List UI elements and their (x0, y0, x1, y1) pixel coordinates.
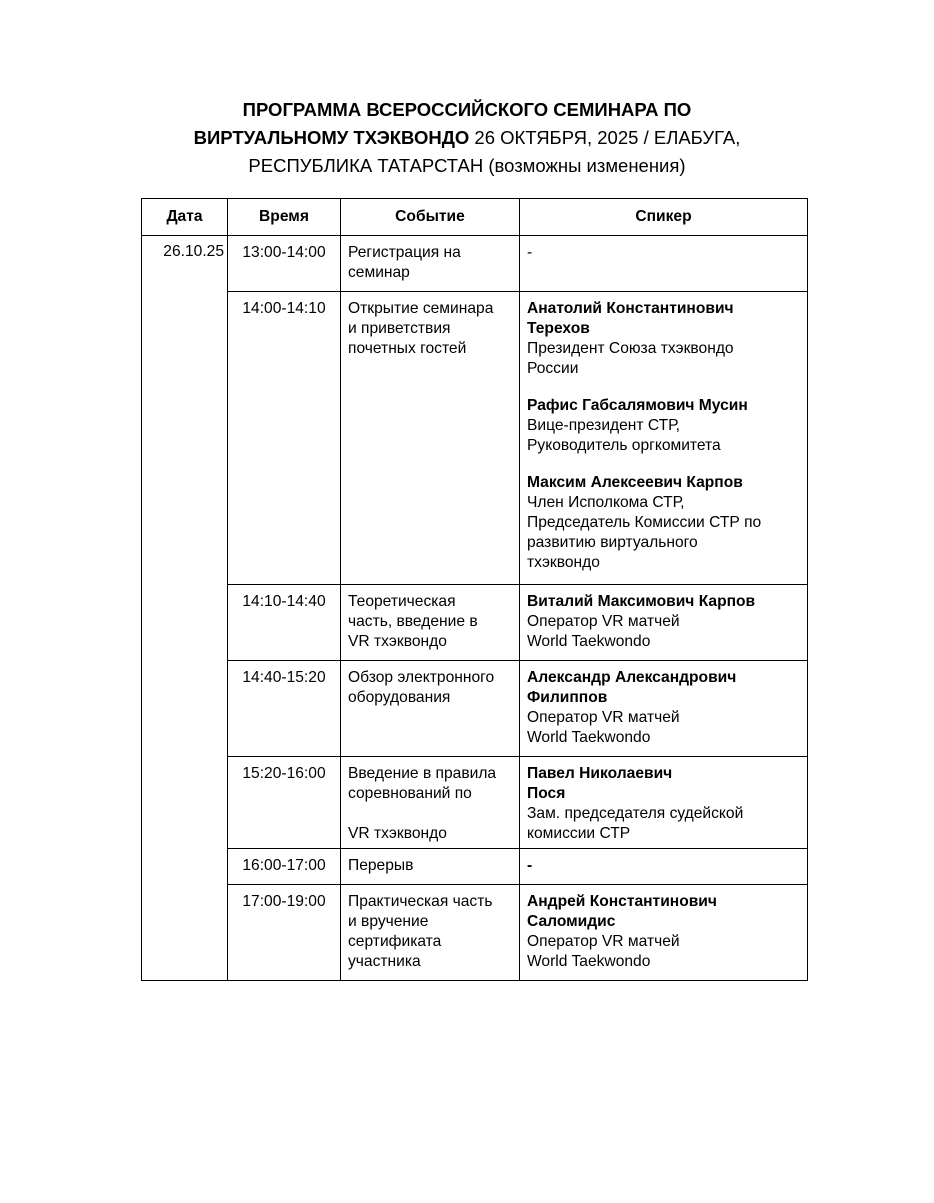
speaker-cell (520, 292, 808, 585)
speaker-entry: Анатолий Константинович Терехов Президент Союза тхэквондо России (527, 300, 734, 377)
speaker-entry: Рафис Габсалямович Мусин Вице-президент СТР, Руководитель оргкомитета (527, 397, 748, 454)
time-cell: 17:00-19:00 (228, 885, 341, 981)
event-cell: Регистрация на семинар (341, 236, 520, 292)
header-speaker: Спикер (520, 199, 808, 236)
table-row (142, 661, 808, 757)
speaker-cell: - (520, 236, 808, 292)
table-row (142, 292, 808, 585)
header-date: Дата (142, 199, 228, 236)
table-row (142, 885, 808, 981)
time-cell: 14:00-14:10 (228, 292, 341, 585)
title-line-3: РЕСПУБЛИКА ТАТАРСТАН (возможны изменения) (248, 155, 686, 176)
event-cell: Теоретическая часть, введение в VR тхэквондо (341, 585, 520, 661)
speaker-cell: Александр Александрович Филиппов Оператор VR матчей World Taekwondo (520, 661, 808, 757)
program-table (141, 198, 808, 981)
event-cell: Введение в правила соревнований по VR тхэквондо (341, 757, 520, 849)
title-line-1: ПРОГРАММА ВСЕРОССИЙСКОГО СЕМИНАРА ПО (242, 99, 692, 120)
header-time: Время (228, 199, 341, 236)
speaker-cell: - (520, 849, 808, 885)
time-cell: 14:40-15:20 (228, 661, 341, 757)
event-cell: Перерыв (341, 849, 520, 885)
table-header-row (142, 199, 808, 236)
time-cell: 15:20-16:00 (228, 757, 341, 849)
event-cell: Обзор электронного оборудования (341, 661, 520, 757)
header-event: Событие (341, 199, 520, 236)
time-cell: 16:00-17:00 (228, 849, 341, 885)
table-row (142, 849, 808, 885)
event-cell: Открытие семинара и приветствия почетных гостей (341, 292, 520, 585)
table-row (142, 585, 808, 661)
table-row (142, 757, 808, 849)
event-line-gap (348, 804, 513, 824)
title-line-2: ВИРТУАЛЬНОМУ ТХЭКВОНДО 26 ОКТЯБРЯ, 2025 / ЕЛАБУГА, (193, 127, 741, 148)
speaker-cell: Виталий Максимович Карпов Оператор VR матчей World Taekwondo (520, 585, 808, 661)
time-cell: 14:10-14:40 (228, 585, 341, 661)
date-cell: 26.10.25 (142, 236, 228, 981)
table-row (142, 236, 808, 292)
speaker-cell: Андрей Константинович Саломидис Оператор VR матчей World Taekwondo (520, 885, 808, 981)
event-cell: Практическая часть и вручение сертификата участника (341, 885, 520, 981)
document-title (0, 96, 934, 180)
time-cell: 13:00-14:00 (228, 236, 341, 292)
speaker-cell: Павел Николаевич Пося Зам. председателя судейской комиссии СТР (520, 757, 808, 849)
speaker-entry: Максим Алексеевич Карпов Член Исполкома СТР, Председатель Комиссии СТР по развитию виртуального тхэквондо (527, 474, 762, 571)
